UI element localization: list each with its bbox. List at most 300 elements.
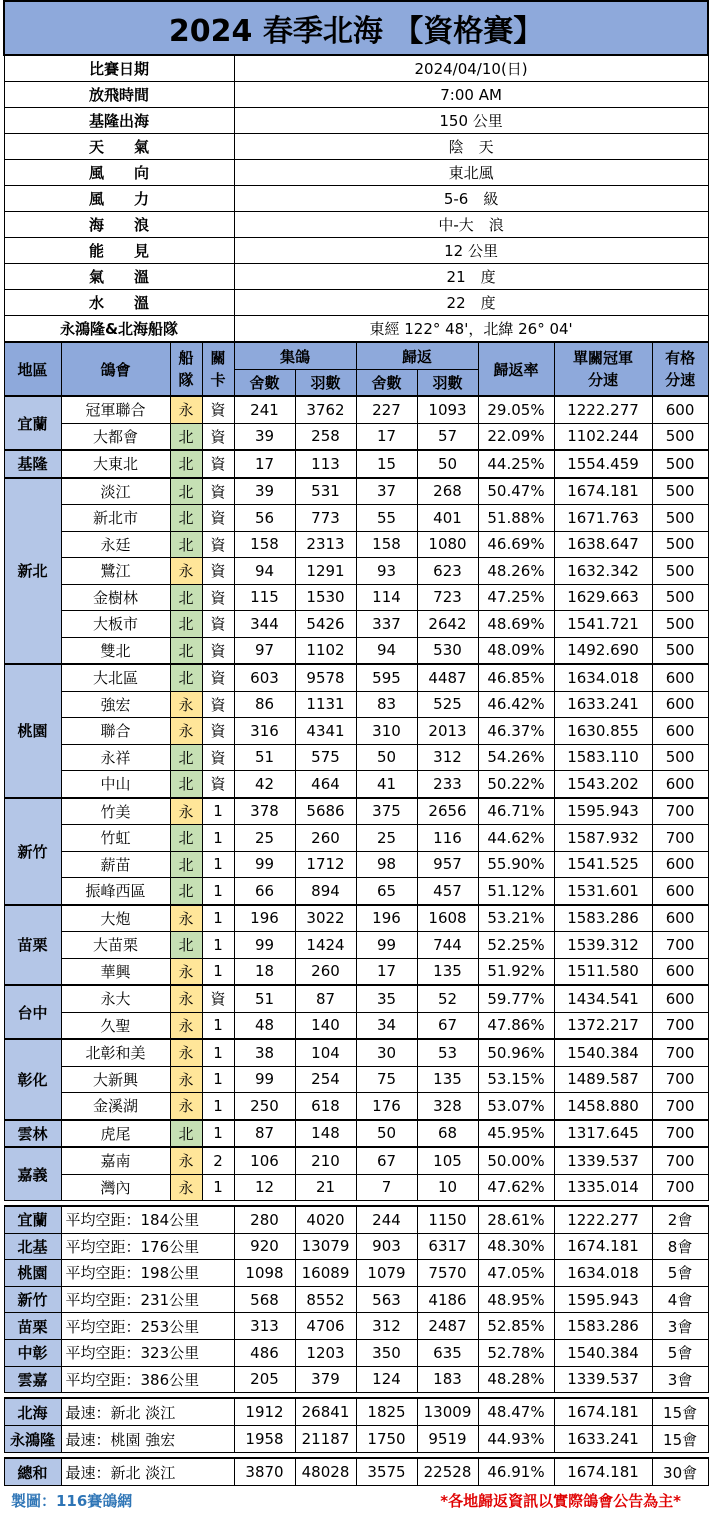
table-row: [4, 771, 708, 798]
summary-return-homes: 124: [356, 1366, 417, 1393]
return-birds: 10: [417, 1174, 478, 1201]
club-name: 大北區: [61, 664, 170, 691]
champion-speed: 1554.459: [554, 450, 652, 478]
info-value: 東北風: [234, 160, 708, 186]
return-homes: 99: [356, 932, 417, 959]
summary-row: [4, 1286, 708, 1313]
collect-homes: 17: [234, 450, 295, 478]
qualify-speed: 700: [652, 1066, 708, 1093]
summary-collect-birds: 379: [295, 1366, 356, 1393]
collect-homes: 99: [234, 932, 295, 959]
info-label: 風 力: [4, 186, 234, 212]
qualify-speed: 700: [652, 1120, 708, 1148]
champion-speed: 1541.721: [554, 611, 652, 638]
info-row: [4, 264, 708, 290]
collect-homes: 12: [234, 1174, 295, 1201]
region-cell: 彰化: [4, 1039, 61, 1120]
qualify-speed: 700: [652, 1039, 708, 1066]
qualify-speed: 600: [652, 691, 708, 718]
info-row: [4, 290, 708, 316]
collect-homes: 603: [234, 664, 295, 691]
footer: [3, 1488, 707, 1514]
champion-speed: 1511.580: [554, 958, 652, 985]
champion-speed: 1531.601: [554, 878, 652, 905]
gate-tag: 資: [202, 985, 234, 1012]
return-homes: 50: [356, 744, 417, 771]
return-birds: 2642: [417, 611, 478, 638]
summary-row: [4, 1366, 708, 1393]
club-name: 大板市: [61, 611, 170, 638]
collect-homes: 39: [234, 423, 295, 450]
champion-speed: 1633.241: [554, 691, 652, 718]
race-results-table: [3, 0, 709, 1486]
collect-birds: 3762: [295, 396, 356, 423]
summary-club-count: 2會: [652, 1206, 708, 1233]
gate-tag: 資: [202, 450, 234, 478]
page-title: 2024 春季北海 【資格賽】: [4, 1, 708, 55]
table-row: [4, 905, 708, 932]
table-row: [4, 637, 708, 664]
summary-collect-homes: 313: [234, 1313, 295, 1340]
return-birds: 135: [417, 1066, 478, 1093]
region-cell: 台中: [4, 985, 61, 1039]
qualify-speed: 600: [652, 851, 708, 878]
return-birds: 328: [417, 1093, 478, 1120]
summary-return-rate: 47.05%: [478, 1260, 554, 1287]
return-birds: 457: [417, 878, 478, 905]
return-homes: 50: [356, 1120, 417, 1148]
return-homes: 37: [356, 478, 417, 505]
qualify-speed: 700: [652, 1174, 708, 1201]
collect-homes: 39: [234, 478, 295, 505]
col-collect: 集鴿: [234, 342, 356, 370]
info-label: 放飛時間: [4, 82, 234, 108]
summary-collect-homes: 205: [234, 1366, 295, 1393]
qualify-speed: 500: [652, 505, 708, 532]
gate-tag: 1: [202, 851, 234, 878]
fleet-tag: 北: [170, 611, 202, 638]
qualify-speed: 500: [652, 478, 708, 505]
champion-speed: 1540.384: [554, 1039, 652, 1066]
table-row: [4, 932, 708, 959]
qualify-speed: 600: [652, 878, 708, 905]
champion-speed: 1458.880: [554, 1093, 652, 1120]
summary-desc: 平均空距：198公里: [61, 1260, 234, 1287]
gate-tag: 資: [202, 664, 234, 691]
return-birds: 52: [417, 985, 478, 1012]
region-cell: 新竹: [4, 798, 61, 905]
return-homes: 595: [356, 664, 417, 691]
champion-speed: 1543.202: [554, 771, 652, 798]
summary-collect-birds: 21187: [295, 1426, 356, 1453]
collect-birds: 260: [295, 958, 356, 985]
return-birds: 53: [417, 1039, 478, 1066]
gate-tag: 資: [202, 584, 234, 611]
collect-homes: 25: [234, 825, 295, 852]
return-birds: 1080: [417, 531, 478, 558]
collect-homes: 99: [234, 851, 295, 878]
summary-club-count: 30會: [652, 1458, 708, 1486]
club-name: 永廷: [61, 531, 170, 558]
collect-birds: 210: [295, 1147, 356, 1174]
gate-tag: 資: [202, 558, 234, 585]
return-homes: 310: [356, 718, 417, 745]
table-row: [4, 558, 708, 585]
collect-birds: 21: [295, 1174, 356, 1201]
summary-club-count: 3會: [652, 1366, 708, 1393]
fleet-tag: 北: [170, 1120, 202, 1148]
collect-birds: 1530: [295, 584, 356, 611]
gate-tag: 資: [202, 637, 234, 664]
col-gate: [202, 342, 234, 396]
table-row: [4, 878, 708, 905]
return-homes: 114: [356, 584, 417, 611]
return-homes: 93: [356, 558, 417, 585]
collect-homes: 56: [234, 505, 295, 532]
gate-tag: 資: [202, 505, 234, 532]
fleet-tag: 永: [170, 1147, 202, 1174]
summary-collect-homes: 1912: [234, 1398, 295, 1426]
collect-birds: 5426: [295, 611, 356, 638]
gate-tag: 1: [202, 1093, 234, 1120]
summary-champion-speed: 1633.241: [554, 1426, 652, 1453]
summary-champion-speed: 1674.181: [554, 1233, 652, 1260]
return-homes: 55: [356, 505, 417, 532]
summary-return-rate: 48.30%: [478, 1233, 554, 1260]
return-rate: 47.25%: [478, 584, 554, 611]
summary-row: [4, 1233, 708, 1260]
summary-champion-speed: 1674.181: [554, 1398, 652, 1426]
summary-collect-homes: 568: [234, 1286, 295, 1313]
info-value: 陰 天: [234, 134, 708, 160]
table-row: [4, 1012, 708, 1039]
champion-speed: 1587.932: [554, 825, 652, 852]
qualify-speed: 700: [652, 1147, 708, 1174]
return-birds: 57: [417, 423, 478, 450]
gate-tag: 資: [202, 771, 234, 798]
return-homes: 176: [356, 1093, 417, 1120]
club-name: 華興: [61, 958, 170, 985]
return-birds: 67: [417, 1012, 478, 1039]
return-rate: 51.12%: [478, 878, 554, 905]
fleet-tag: 北: [170, 664, 202, 691]
collect-homes: 158: [234, 531, 295, 558]
collect-birds: 254: [295, 1066, 356, 1093]
gate-tag: 1: [202, 1039, 234, 1066]
fleet-tag: 永: [170, 905, 202, 932]
return-homes: 35: [356, 985, 417, 1012]
return-rate: 50.96%: [478, 1039, 554, 1066]
return-rate: 53.21%: [478, 905, 554, 932]
region-cell: 苗栗: [4, 905, 61, 986]
return-birds: 135: [417, 958, 478, 985]
credit-text: 製圖：116賽鴿網: [11, 1492, 133, 1511]
qualify-speed: 600: [652, 985, 708, 1012]
qualify-speed: 600: [652, 718, 708, 745]
col-champion-speed: [554, 342, 652, 396]
club-name: 大苗栗: [61, 932, 170, 959]
club-name: 鷺江: [61, 558, 170, 585]
collect-homes: 196: [234, 905, 295, 932]
summary-desc: 平均空距：253公里: [61, 1313, 234, 1340]
table-row: [4, 423, 708, 450]
col-qualify-speed: [652, 342, 708, 396]
club-name: 薪苗: [61, 851, 170, 878]
summary-return-rate: 46.91%: [478, 1458, 554, 1486]
return-homes: 30: [356, 1039, 417, 1066]
gate-tag: 1: [202, 1174, 234, 1201]
summary-desc: 平均空距：386公里: [61, 1366, 234, 1393]
return-birds: 1608: [417, 905, 478, 932]
return-rate: 46.69%: [478, 531, 554, 558]
collect-homes: 48: [234, 1012, 295, 1039]
fleet-tag: 永: [170, 1174, 202, 1201]
collect-birds: 4341: [295, 718, 356, 745]
collect-birds: 2313: [295, 531, 356, 558]
collect-homes: 51: [234, 744, 295, 771]
fleet-tag: 永: [170, 958, 202, 985]
info-label: 比賽日期: [4, 55, 234, 82]
col-gate-line: 關: [210, 349, 226, 367]
summary-collect-homes: 486: [234, 1339, 295, 1366]
return-birds: 401: [417, 505, 478, 532]
gate-tag: 資: [202, 478, 234, 505]
fleet-tag: 北: [170, 744, 202, 771]
qualify-speed: 500: [652, 584, 708, 611]
club-name: 永祥: [61, 744, 170, 771]
return-birds: 2656: [417, 798, 478, 825]
return-rate: 44.25%: [478, 450, 554, 478]
return-rate: 46.37%: [478, 718, 554, 745]
return-homes: 17: [356, 958, 417, 985]
summary-collect-homes: 1098: [234, 1260, 295, 1287]
gate-tag: 1: [202, 1120, 234, 1148]
return-rate: 48.69%: [478, 611, 554, 638]
return-homes: 34: [356, 1012, 417, 1039]
collect-birds: 258: [295, 423, 356, 450]
col-qualify-speed-line: 有格: [665, 349, 696, 367]
gate-tag: 資: [202, 423, 234, 450]
summary-region: 永鴻隆: [4, 1426, 61, 1453]
summary-row: [4, 1260, 708, 1287]
collect-homes: 87: [234, 1120, 295, 1148]
return-birds: 4487: [417, 664, 478, 691]
summary-return-birds: 13009: [417, 1398, 478, 1426]
info-row: [4, 108, 708, 134]
summary-return-birds: 7570: [417, 1260, 478, 1287]
summary-champion-speed: 1595.943: [554, 1286, 652, 1313]
table-row: [4, 396, 708, 423]
fleet-tag: 永: [170, 1093, 202, 1120]
qualify-speed: 500: [652, 744, 708, 771]
collect-homes: 94: [234, 558, 295, 585]
collect-birds: 894: [295, 878, 356, 905]
club-name: 大新興: [61, 1066, 170, 1093]
champion-speed: 1595.943: [554, 798, 652, 825]
summary-club-count: 15會: [652, 1398, 708, 1426]
return-homes: 196: [356, 905, 417, 932]
qualify-speed: 500: [652, 611, 708, 638]
table-row: [4, 450, 708, 478]
collect-homes: 241: [234, 396, 295, 423]
champion-speed: 1541.525: [554, 851, 652, 878]
return-homes: 75: [356, 1066, 417, 1093]
return-homes: 17: [356, 423, 417, 450]
table-row: [4, 478, 708, 505]
champion-speed: 1632.342: [554, 558, 652, 585]
summary-return-rate: 48.47%: [478, 1398, 554, 1426]
summary-region: 新竹: [4, 1286, 61, 1313]
summary-row: [4, 1313, 708, 1340]
club-name: 北彰和美: [61, 1039, 170, 1066]
qualify-speed: 500: [652, 637, 708, 664]
champion-speed: 1634.018: [554, 664, 652, 691]
race-sheet: [3, 0, 707, 1514]
return-rate: 51.88%: [478, 505, 554, 532]
summary-return-homes: 1750: [356, 1426, 417, 1453]
summary-desc: 平均空距：323公里: [61, 1339, 234, 1366]
qualify-speed: 600: [652, 905, 708, 932]
fleet-tag: 北: [170, 450, 202, 478]
return-rate: 46.71%: [478, 798, 554, 825]
return-rate: 53.15%: [478, 1066, 554, 1093]
fleet-tag: 北: [170, 771, 202, 798]
summary-row: [4, 1206, 708, 1233]
fleet-tag: 永: [170, 1039, 202, 1066]
info-row: [4, 55, 708, 82]
qualify-speed: 600: [652, 958, 708, 985]
collect-homes: 378: [234, 798, 295, 825]
table-row: [4, 584, 708, 611]
gate-tag: 資: [202, 611, 234, 638]
return-homes: 94: [356, 637, 417, 664]
collect-homes: 66: [234, 878, 295, 905]
info-row: [4, 238, 708, 264]
col-return-homes: 舍數: [356, 370, 417, 397]
return-birds: 268: [417, 478, 478, 505]
summary-champion-speed: 1222.277: [554, 1206, 652, 1233]
table-row: [4, 718, 708, 745]
collect-birds: 1131: [295, 691, 356, 718]
summary-return-rate: 52.85%: [478, 1313, 554, 1340]
summary-collect-birds: 26841: [295, 1398, 356, 1426]
fleet-tag: 永: [170, 396, 202, 423]
return-rate: 50.00%: [478, 1147, 554, 1174]
summary-return-homes: 1079: [356, 1260, 417, 1287]
disclaimer-text: *各地歸返資訊以實際鴿會公告為主*: [440, 1492, 681, 1511]
return-rate: 52.25%: [478, 932, 554, 959]
summary-desc: 最速：新北 淡江: [61, 1398, 234, 1426]
collect-birds: 1102: [295, 637, 356, 664]
qualify-speed: 500: [652, 423, 708, 450]
summary-collect-homes: 1958: [234, 1426, 295, 1453]
collect-homes: 51: [234, 985, 295, 1012]
info-row: [4, 82, 708, 108]
fleet-tag: 永: [170, 1012, 202, 1039]
return-rate: 50.22%: [478, 771, 554, 798]
summary-return-birds: 635: [417, 1339, 478, 1366]
return-rate: 47.86%: [478, 1012, 554, 1039]
collect-homes: 18: [234, 958, 295, 985]
champion-speed: 1671.763: [554, 505, 652, 532]
gate-tag: 1: [202, 905, 234, 932]
club-name: 久聖: [61, 1012, 170, 1039]
table-row: [4, 664, 708, 691]
fleet-tag: 北: [170, 637, 202, 664]
summary-region: 北基: [4, 1233, 61, 1260]
collect-homes: 344: [234, 611, 295, 638]
summary-region: 北海: [4, 1398, 61, 1426]
fleet-tag: 北: [170, 584, 202, 611]
collect-homes: 250: [234, 1093, 295, 1120]
collect-birds: 3022: [295, 905, 356, 932]
summary-return-birds: 6317: [417, 1233, 478, 1260]
gate-tag: 1: [202, 1066, 234, 1093]
return-birds: 2013: [417, 718, 478, 745]
return-rate: 55.90%: [478, 851, 554, 878]
collect-birds: 1291: [295, 558, 356, 585]
collect-homes: 99: [234, 1066, 295, 1093]
summary-region: 桃園: [4, 1260, 61, 1287]
info-row: [4, 134, 708, 160]
club-name: 竹虹: [61, 825, 170, 852]
club-name: 大東北: [61, 450, 170, 478]
info-label: 水 溫: [4, 290, 234, 316]
return-homes: 15: [356, 450, 417, 478]
qualify-speed: 600: [652, 396, 708, 423]
summary-champion-speed: 1540.384: [554, 1339, 652, 1366]
club-name: 灣內: [61, 1174, 170, 1201]
return-homes: 25: [356, 825, 417, 852]
summary-region: 中彰: [4, 1339, 61, 1366]
fleet-tag: 北: [170, 531, 202, 558]
qualify-speed: 500: [652, 558, 708, 585]
qualify-speed: 700: [652, 825, 708, 852]
summary-champion-speed: 1583.286: [554, 1313, 652, 1340]
collect-homes: 106: [234, 1147, 295, 1174]
club-name: 大都會: [61, 423, 170, 450]
table-row: [4, 691, 708, 718]
return-rate: 47.62%: [478, 1174, 554, 1201]
champion-speed: 1339.537: [554, 1147, 652, 1174]
collect-homes: 42: [234, 771, 295, 798]
region-cell: 基隆: [4, 450, 61, 478]
summary-champion-speed: 1674.181: [554, 1458, 652, 1486]
summary-club-count: 4會: [652, 1286, 708, 1313]
table-row: [4, 611, 708, 638]
summary-club-count: 3會: [652, 1313, 708, 1340]
summary-return-homes: 350: [356, 1339, 417, 1366]
return-birds: 105: [417, 1147, 478, 1174]
info-label: 海 浪: [4, 212, 234, 238]
collect-birds: 140: [295, 1012, 356, 1039]
champion-speed: 1629.663: [554, 584, 652, 611]
gate-tag: 1: [202, 825, 234, 852]
summary-return-rate: 52.78%: [478, 1339, 554, 1366]
info-label: 基隆出海: [4, 108, 234, 134]
champion-speed: 1674.181: [554, 478, 652, 505]
collect-homes: 115: [234, 584, 295, 611]
summary-desc: 最速：新北 淡江: [61, 1458, 234, 1486]
info-value: 5-6 級: [234, 186, 708, 212]
club-name: 嘉南: [61, 1147, 170, 1174]
table-row: [4, 744, 708, 771]
gate-tag: 1: [202, 958, 234, 985]
summary-desc: 最速：桃園 強宏: [61, 1426, 234, 1453]
summary-return-birds: 2487: [417, 1313, 478, 1340]
fleet-tag: 北: [170, 478, 202, 505]
summary-collect-birds: 4706: [295, 1313, 356, 1340]
